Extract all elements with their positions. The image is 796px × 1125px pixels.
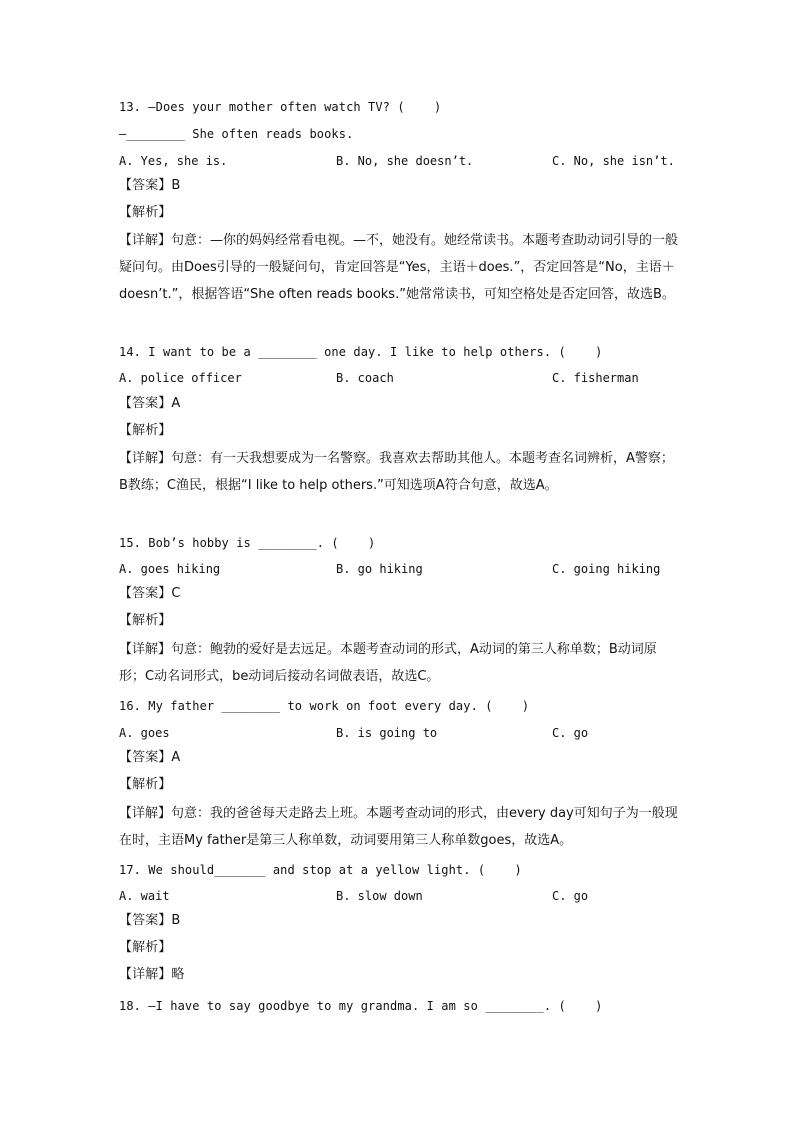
question-15-option-a: A. goes hiking: [119, 562, 221, 576]
question-18-stem: 18. —I have to say goodbye to my grandma. I am so ________. ( ): [119, 999, 603, 1013]
question-15-option-c: C. going hiking: [552, 562, 661, 576]
question-14-analysis-label: 【解析】: [119, 423, 172, 438]
question-16-detail: 【详解】句意：我的爸爸每天走路去上班。本题考查动词的形式，由every day可知句子为一般现在时，主语My father是第三人称单数，动词要用第三人称单数goes，故选A。: [119, 806, 678, 848]
question-16-option-a: A. goes: [119, 726, 170, 740]
question-14-option-a: A. police officer: [119, 371, 242, 385]
question-13-response: —________ She often reads books.: [119, 127, 354, 141]
question-16-analysis-label: 【解析】: [119, 777, 172, 792]
question-14-detail: 【详解】句意：有一天我想要成为一名警察。我喜欢去帮助其他人。本题考查名词辨析，A警察；B教练；C渔民，根据“I like to help others.”可知选项A符合句意，故选A。: [119, 451, 674, 493]
question-17-stem: 17. We should_______ and stop at a yellow light. ( ): [119, 863, 522, 877]
question-17-option-b: B. slow down: [336, 889, 423, 903]
question-17-option-c: C. go: [552, 889, 589, 903]
question-13-analysis-label: 【解析】: [119, 205, 172, 220]
question-13-option-c: C. No, she isn’t.: [552, 154, 675, 168]
question-17-detail: 【详解】略: [119, 967, 185, 982]
question-15-analysis-label: 【解析】: [119, 613, 172, 628]
question-14-option-c: C. fisherman: [552, 371, 639, 385]
question-14-option-b: B. coach: [336, 371, 394, 385]
question-15-stem: 15. Bob’s hobby is ________. ( ): [119, 536, 376, 550]
question-14-stem: 14. I want to be a ________ one day. I like to help others. ( ): [119, 345, 603, 359]
question-17-answer: 【答案】B: [119, 913, 181, 928]
question-13-option-a: A. Yes, she is.: [119, 154, 228, 168]
question-16-answer: 【答案】A: [119, 750, 181, 765]
question-17-analysis-label: 【解析】: [119, 940, 172, 955]
question-17-option-a: A. wait: [119, 889, 170, 903]
question-15-option-b: B. go hiking: [336, 562, 423, 576]
question-13-answer: 【答案】B: [119, 178, 181, 193]
question-16-option-c: C. go: [552, 726, 589, 740]
question-13-stem: 13. —Does your mother often watch TV? ( ): [119, 100, 442, 114]
question-15-detail: 【详解】句意：鲍勃的爱好是去远足。本题考查动词的形式，A动词的第三人称单数；B动词原形；C动名词形式，be动词后接动名词做表语，故选C。: [119, 642, 657, 684]
question-16-stem: 16. My father ________ to work on foot every day. ( ): [119, 699, 530, 713]
question-15-answer: 【答案】C: [119, 586, 181, 601]
question-14-answer: 【答案】A: [119, 396, 181, 411]
question-13-option-b: B. No, she doesn’t.: [336, 154, 474, 168]
question-13-detail: 【详解】句意：—你的妈妈经常看电视。—不，她没有。她经常读书。本题考查助动词引导的一般疑问句。由Does引导的一般疑问句，肯定回答是“Yes，主语＋does.”，否定回答是“No，主语＋doesn’t.”，根据答语“She often reads books.”她常常读书，可知空格处是否定回答，故选B。: [119, 233, 679, 302]
question-16-option-b: B. is going to: [336, 726, 438, 740]
